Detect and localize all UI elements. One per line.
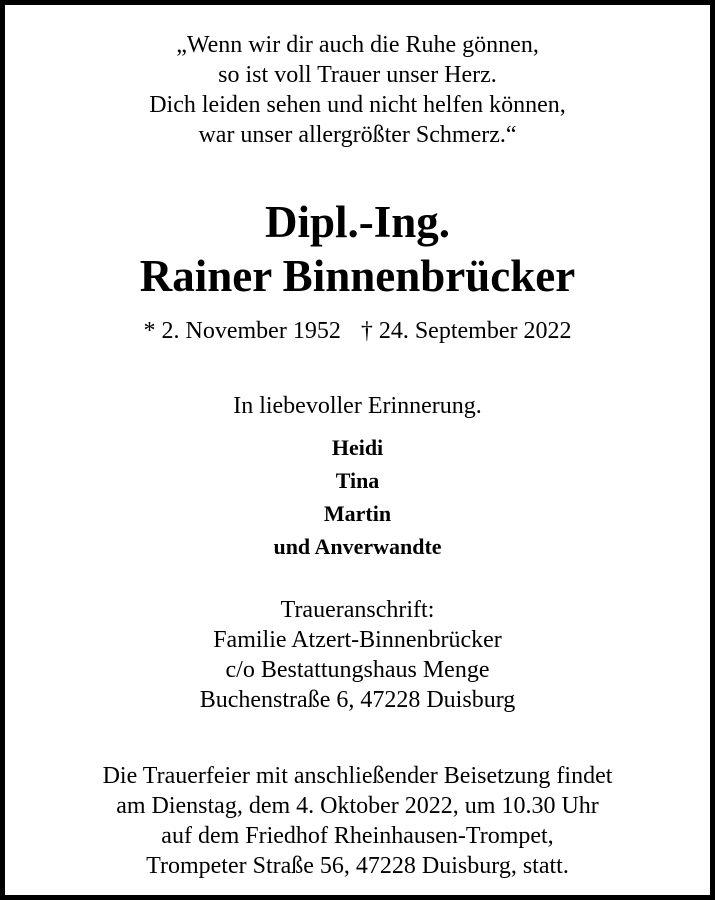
poem <box>5 30 710 150</box>
mourner-name: Heidi <box>331 435 384 460</box>
poem-line: so ist voll Trauer unser Herz. <box>218 62 497 88</box>
service-line: Trompeter Straße 56, 47228 Duisburg, statt. <box>146 853 569 879</box>
poem-line: Dich leiden sehen und nicht helfen können, <box>149 92 566 118</box>
deceased-name-block <box>5 195 710 303</box>
funeral-service-notice <box>5 761 710 881</box>
mourner-name: Tina <box>335 468 380 493</box>
service-line: auf dem Friedhof Rheinhausen-Trompet, <box>161 823 554 849</box>
poem-line: war unser allergrößter Schmerz.“ <box>198 122 517 148</box>
address-line: c/o Bestattungshaus Menge <box>225 657 490 683</box>
deceased-title: Dipl.-Ing. <box>264 197 451 247</box>
address-line: Familie Atzert-Binnenbrücker <box>213 627 502 653</box>
poem-line: „Wenn wir dir auch die Ruhe gönnen, <box>176 32 539 58</box>
birth-date: * 2. November 1952 <box>143 318 341 344</box>
service-line: Die Trauerfeier mit anschließender Beisetzung findet <box>102 763 613 789</box>
remembrance-text: In liebevoller Erinnerung. <box>233 393 482 419</box>
mourner-name: und Anverwandte <box>273 534 442 559</box>
mourning-address <box>5 595 710 715</box>
death-date: † 24. September 2022 <box>360 318 572 344</box>
deceased-name: Rainer Binnenbrücker <box>139 251 576 301</box>
address-label: Traueranschrift: <box>280 597 435 623</box>
mourners-list <box>5 431 710 563</box>
life-dates <box>5 313 710 349</box>
service-line: am Dienstag, dem 4. Oktober 2022, um 10.30 Uhr <box>116 793 599 819</box>
address-line: Buchenstraße 6, 47228 Duisburg <box>199 687 516 713</box>
mourner-name: Martin <box>323 501 392 526</box>
